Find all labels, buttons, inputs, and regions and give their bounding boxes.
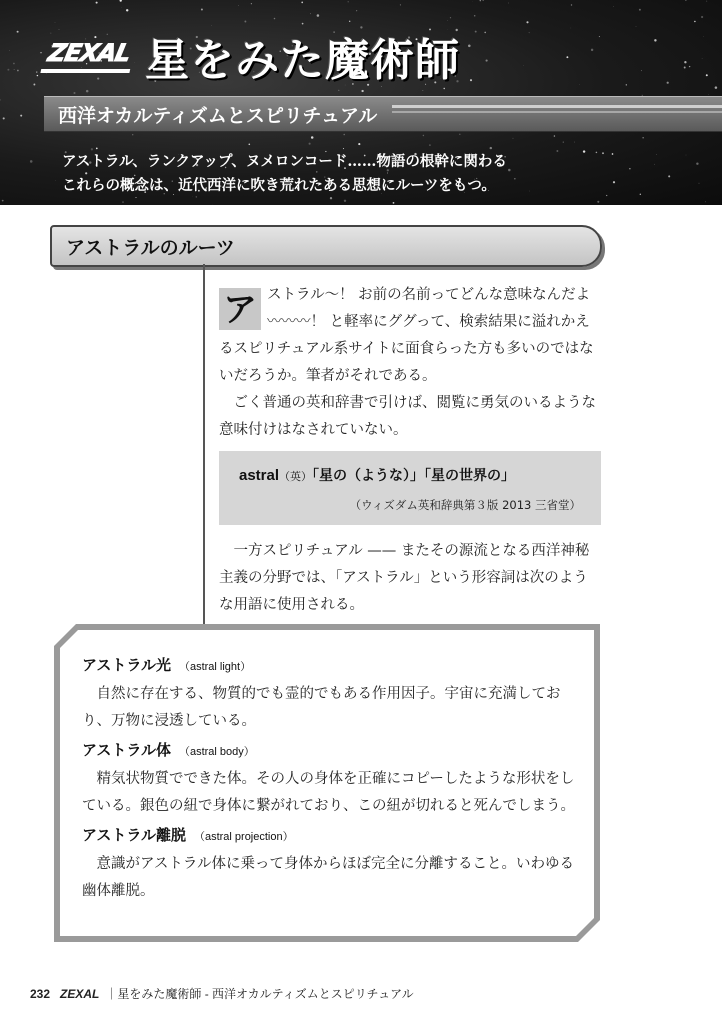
section-heading-text: アストラルのルーツ bbox=[66, 237, 235, 259]
definition-source: （ウィズダム英和辞典第３版 2013 三省堂） bbox=[349, 498, 581, 512]
star bbox=[480, 0, 481, 1]
definition-meaning: 「星の世界の」 bbox=[424, 468, 516, 484]
dropcap: ア bbox=[219, 288, 261, 330]
glossary-term-en: （astral body） bbox=[178, 746, 255, 758]
star bbox=[311, 136, 314, 139]
glossary-term bbox=[82, 652, 582, 681]
star bbox=[343, 148, 344, 149]
lead-text bbox=[62, 150, 662, 198]
paragraph: ごく普通の英和辞書で引けば、閲覧に勇気のいるような意味付けはなされていない。 bbox=[219, 395, 596, 438]
star bbox=[484, 32, 486, 34]
glossary-desc: 精気状物質でできた体。その人の身体を正確にコピーしたような形状をしている。銀色の紐で身体に繋がれており、この紐が切れると死んでしまう。 bbox=[82, 771, 575, 814]
star bbox=[636, 26, 637, 27]
star bbox=[443, 88, 444, 89]
star bbox=[447, 20, 448, 21]
star bbox=[597, 201, 599, 203]
star bbox=[701, 16, 703, 18]
star bbox=[450, 17, 451, 18]
star bbox=[20, 115, 22, 117]
star bbox=[715, 86, 718, 89]
star bbox=[641, 70, 642, 71]
star bbox=[470, 79, 472, 81]
glossary-desc: 意識がアストラル体に乗って身体からほぼ完全に分離すること。いわゆる幽体離脱。 bbox=[82, 856, 574, 899]
subtitle-stripe bbox=[392, 105, 722, 108]
page-title: 星をみた魔術師 bbox=[145, 35, 461, 86]
glossary-term bbox=[82, 737, 582, 766]
star bbox=[122, 201, 123, 202]
star bbox=[706, 74, 708, 76]
star bbox=[3, 117, 5, 119]
star bbox=[639, 9, 641, 11]
star bbox=[248, 143, 250, 145]
star bbox=[685, 0, 686, 1]
body-text bbox=[219, 282, 601, 444]
star bbox=[483, 0, 484, 1]
body-text bbox=[219, 538, 601, 619]
star bbox=[37, 75, 38, 76]
star bbox=[475, 31, 477, 33]
star bbox=[393, 202, 395, 204]
star bbox=[684, 61, 686, 63]
glossary-term-ja: アストラル離脱 bbox=[82, 826, 186, 844]
star bbox=[301, 2, 303, 4]
glossary-term-en: （astral projection） bbox=[193, 831, 294, 843]
star bbox=[474, 15, 476, 17]
star bbox=[36, 72, 37, 73]
star bbox=[7, 69, 9, 71]
star bbox=[2, 200, 4, 202]
star bbox=[126, 9, 128, 11]
star bbox=[14, 69, 15, 70]
header-banner bbox=[0, 0, 722, 205]
star bbox=[310, 13, 311, 14]
title-row bbox=[44, 26, 460, 86]
star bbox=[343, 134, 345, 136]
glossary-term-ja: アストラル体 bbox=[82, 741, 171, 759]
glossary-term-ja: アストラル光 bbox=[82, 656, 171, 674]
star bbox=[274, 18, 276, 20]
star bbox=[55, 22, 56, 23]
star bbox=[579, 84, 580, 85]
lead-line: アストラル、ランクアップ、ヌメロンコード……物語の根幹に関わる bbox=[62, 153, 507, 170]
star bbox=[348, 2, 349, 3]
star bbox=[17, 31, 19, 33]
star bbox=[13, 63, 15, 65]
glossary bbox=[82, 650, 582, 905]
star bbox=[566, 56, 568, 58]
definition-meaning: 「星の（ような）」 bbox=[312, 468, 425, 484]
star bbox=[309, 143, 311, 145]
star bbox=[705, 201, 706, 202]
star bbox=[668, 175, 670, 177]
star bbox=[338, 90, 339, 91]
glossary-term bbox=[82, 822, 582, 851]
glossary-entry bbox=[82, 652, 582, 735]
star bbox=[529, 32, 530, 33]
star bbox=[358, 143, 360, 145]
page-subtitle: 西洋オカルティズムとスピリチュアル bbox=[58, 105, 378, 127]
definition-word: astral bbox=[239, 467, 280, 484]
star bbox=[96, 2, 98, 4]
star bbox=[423, 135, 424, 136]
star bbox=[554, 135, 556, 137]
star bbox=[96, 148, 98, 150]
star bbox=[526, 21, 528, 23]
star bbox=[667, 82, 669, 84]
star bbox=[30, 160, 33, 163]
star bbox=[694, 21, 695, 22]
star bbox=[706, 1, 707, 2]
star bbox=[122, 7, 123, 8]
page-footer bbox=[30, 985, 414, 1002]
glossary-term-en: （astral light） bbox=[178, 661, 252, 673]
star bbox=[490, 147, 492, 149]
star bbox=[40, 52, 42, 54]
definition-line bbox=[239, 465, 515, 485]
star bbox=[132, 134, 133, 135]
star bbox=[696, 162, 698, 164]
star bbox=[508, 3, 509, 4]
star bbox=[703, 36, 704, 37]
paragraph: 一方スピリチュアル —— またその源流となる西洋神秘主義の分野では、「アストラル」という形容詞は次のような用語に使用される。 bbox=[219, 543, 590, 613]
section-heading bbox=[50, 225, 602, 267]
star bbox=[400, 4, 401, 5]
lead-line: これらの概念は、近代西洋に吹き荒れたある思想にルーツをもつ。 bbox=[62, 177, 496, 194]
zexal-logo: ZEXAL bbox=[40, 39, 136, 73]
star bbox=[626, 84, 627, 85]
star bbox=[17, 70, 19, 72]
glossary-desc: 自然に存在する、物質的でも霊的でもある作用因子。宇宙に充満しており、万物に浸透している。 bbox=[82, 686, 561, 729]
glossary-entry bbox=[82, 737, 582, 820]
star bbox=[55, 180, 56, 181]
definition-box bbox=[219, 451, 601, 525]
star bbox=[429, 144, 431, 146]
glossary-entry bbox=[82, 822, 582, 905]
star bbox=[9, 50, 10, 51]
star bbox=[486, 60, 488, 62]
star bbox=[344, 200, 346, 202]
star bbox=[459, 134, 460, 135]
star bbox=[643, 137, 644, 138]
star bbox=[0, 99, 1, 100]
star bbox=[120, 0, 122, 2]
star bbox=[73, 92, 75, 94]
star bbox=[686, 155, 687, 156]
star bbox=[86, 90, 89, 93]
star bbox=[563, 142, 564, 143]
star bbox=[689, 66, 690, 67]
column-divider bbox=[203, 264, 205, 624]
star bbox=[571, 4, 572, 5]
star bbox=[317, 14, 320, 17]
star bbox=[251, 3, 252, 4]
definition-lang: （英） bbox=[279, 470, 313, 483]
star bbox=[684, 67, 686, 69]
subtitle-band bbox=[44, 96, 722, 132]
star bbox=[423, 90, 424, 91]
star bbox=[654, 39, 656, 41]
star bbox=[361, 90, 363, 92]
star bbox=[244, 21, 246, 23]
footer-text: ｜星をみた魔術師 - 西洋オカルティズムとスピリチュアル bbox=[105, 987, 414, 1001]
star bbox=[702, 58, 703, 59]
star bbox=[591, 49, 593, 51]
star bbox=[238, 5, 239, 6]
star bbox=[570, 28, 571, 29]
subtitle-stripe bbox=[392, 111, 722, 113]
star bbox=[513, 138, 514, 139]
star bbox=[349, 21, 350, 22]
paragraph bbox=[219, 282, 601, 390]
star bbox=[468, 45, 471, 48]
star bbox=[356, 10, 357, 11]
paragraph-text: ストラル〜！ お前の名前ってどんな意味なんだよ〰〰〰！ と軽率にググって、検索結果に溢れかえるスピリチュアル系サイトに面食らった方も多いのではないだろうか。筆者がそれである。 bbox=[219, 287, 594, 384]
star bbox=[599, 36, 600, 37]
star bbox=[699, 183, 700, 184]
star bbox=[33, 84, 35, 86]
page-number: 232 bbox=[30, 987, 51, 1001]
star bbox=[574, 142, 575, 143]
star bbox=[201, 8, 203, 10]
footer-brand: ZEXAL bbox=[60, 987, 100, 1001]
